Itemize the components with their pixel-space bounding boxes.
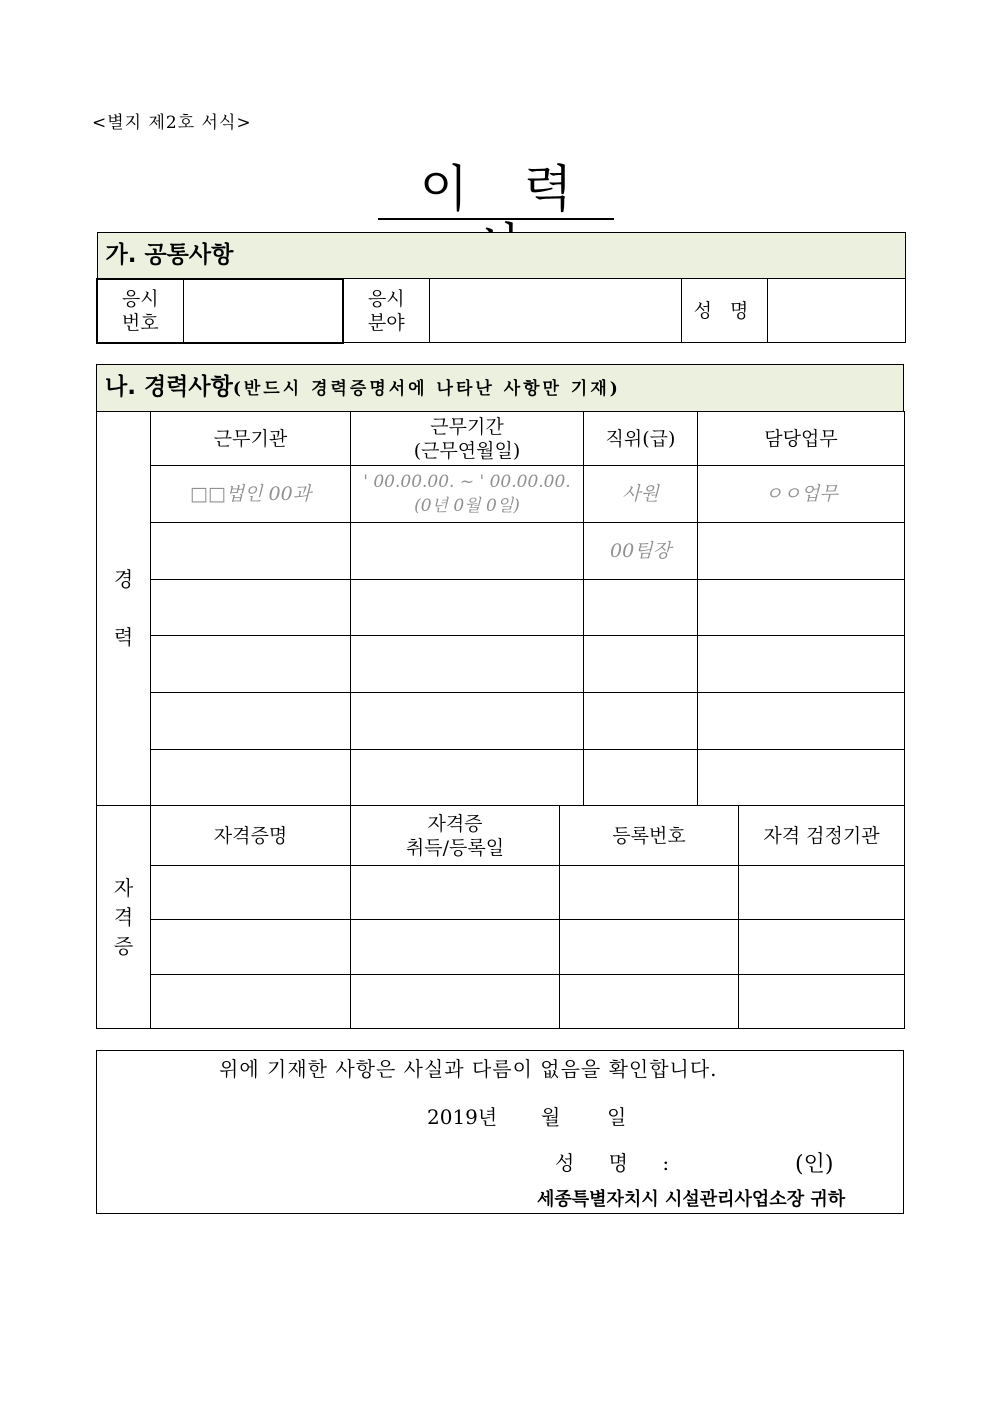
declaration-box <box>96 1050 904 1214</box>
header-period-line2: (근무연월일) <box>413 439 521 462</box>
section-b-heading <box>97 365 904 412</box>
career-cell[interactable] <box>351 693 584 750</box>
sign-label: 성 명 : <box>555 1151 684 1175</box>
header-duty: 담당업무 <box>698 412 905 466</box>
cert-cell[interactable] <box>739 866 905 920</box>
exam-number-label <box>97 279 183 343</box>
header-org: 근무기관 <box>151 412 351 466</box>
example-duty[interactable]: ㅇㅇ업무 <box>698 466 905 523</box>
header-cert-name: 자격증명 <box>151 806 351 866</box>
cert-label-char-2: 격 <box>113 904 134 929</box>
career-cell[interactable] <box>151 580 351 636</box>
career-cell[interactable] <box>351 750 584 806</box>
title-char-1: 이 <box>419 160 468 218</box>
header-cert-date-line1: 자격증 <box>427 812 483 835</box>
certificate-table <box>96 805 905 1029</box>
cert-cell[interactable] <box>151 975 351 1029</box>
seal-mark: (인) <box>795 1152 834 1177</box>
career-label-char-2: 력 <box>113 625 134 649</box>
career-label-char-1: 경 <box>113 567 134 591</box>
cert-cell[interactable] <box>739 920 905 975</box>
career-cell[interactable] <box>351 580 584 636</box>
exam-number-label-line1: 응시 <box>121 287 159 310</box>
career-cell[interactable] <box>698 636 905 693</box>
career-cell[interactable] <box>351 523 584 580</box>
career-cell[interactable] <box>584 580 698 636</box>
header-issuer: 자격 검정기관 <box>739 806 905 866</box>
career-cell[interactable] <box>698 580 905 636</box>
name-label: 성 명 <box>681 279 767 343</box>
cert-cell[interactable] <box>560 920 739 975</box>
section-b-title: 나. 경력사항 <box>105 374 233 400</box>
exam-number-field[interactable] <box>183 279 343 343</box>
exam-field-field[interactable] <box>429 279 681 343</box>
header-reg-no: 등록번호 <box>560 806 739 866</box>
career-cell[interactable] <box>584 750 698 806</box>
cert-cell[interactable] <box>560 975 739 1029</box>
career-heading-table <box>96 364 904 412</box>
cert-cell[interactable] <box>560 866 739 920</box>
career-side-label <box>97 412 151 806</box>
section-b-note: (반드시 경력증명서에 나타난 사항만 기재) <box>232 379 621 399</box>
career-cell[interactable] <box>351 636 584 693</box>
example-org[interactable]: □□법인 00과 <box>151 466 351 523</box>
career-cell[interactable] <box>698 523 905 580</box>
name-field[interactable] <box>767 279 905 343</box>
header-period <box>351 412 584 466</box>
header-position: 직위(급) <box>584 412 698 466</box>
career-cell[interactable] <box>151 693 351 750</box>
career-table <box>96 411 905 806</box>
example-position-2[interactable]: 00팀장 <box>584 523 698 580</box>
date-year: 2019년 <box>427 1105 498 1129</box>
example-period[interactable] <box>351 466 584 523</box>
exam-field-label-line2: 분야 <box>367 311 405 334</box>
title-char-2: 력 <box>524 160 573 218</box>
exam-field-label-line1: 응시 <box>367 287 405 310</box>
career-cell[interactable] <box>151 523 351 580</box>
career-cell[interactable] <box>151 750 351 806</box>
cert-cell[interactable] <box>739 975 905 1029</box>
career-cell[interactable] <box>698 693 905 750</box>
example-period-line1: ' 00.00.00. ~ ' 00.00.00. <box>363 472 571 492</box>
cert-cell[interactable] <box>351 975 560 1029</box>
career-cell[interactable] <box>698 750 905 806</box>
career-cell[interactable] <box>584 693 698 750</box>
cert-label-char-3: 증 <box>113 933 134 958</box>
header-period-line1: 근무기간 <box>430 415 504 438</box>
cert-cell[interactable] <box>351 866 560 920</box>
cert-cell[interactable] <box>151 866 351 920</box>
example-position[interactable]: 사원 <box>584 466 698 523</box>
career-cell[interactable] <box>151 636 351 693</box>
document-title <box>378 160 614 220</box>
cert-label-char-1: 자 <box>113 875 134 900</box>
declaration-statement: 위에 기재한 사항은 사실과 다름이 없음을 확인합니다. <box>219 1057 718 1081</box>
example-period-line2: (0년 0월 0일) <box>414 496 520 516</box>
cert-cell[interactable] <box>351 920 560 975</box>
date-day: 일 <box>607 1105 627 1129</box>
section-a-heading: 가. 공통사항 <box>97 233 905 279</box>
common-info-table <box>96 232 906 344</box>
header-cert-date-line2: 취득/등록일 <box>405 836 505 859</box>
header-cert-date <box>351 806 560 866</box>
career-cell[interactable] <box>584 636 698 693</box>
exam-field-label <box>343 279 429 343</box>
cert-cell[interactable] <box>151 920 351 975</box>
date-month: 월 <box>541 1105 561 1129</box>
recipient: 세종특별자치시 시설관리사업소장 귀하 <box>537 1189 846 1210</box>
exam-number-label-line2: 번호 <box>121 311 159 334</box>
certificate-side-label <box>97 806 151 1029</box>
form-number-label: <별지 제2호 서식> <box>92 113 252 133</box>
